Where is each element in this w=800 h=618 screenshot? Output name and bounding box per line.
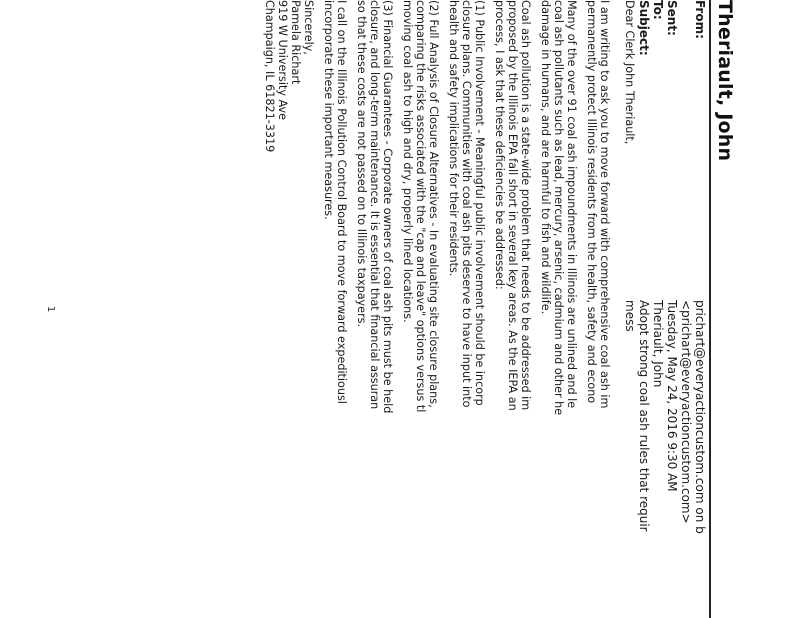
- sent-row: [665, 0, 679, 618]
- paragraph-line: so that these costs are not passed on to Illinois taxpayers.: [355, 0, 368, 328]
- page-number: 1: [45, 305, 56, 313]
- paragraph-intro: [585, 0, 611, 618]
- paragraph-line: (3) Financial Guarantees - Corporate owners of coal ash pits must be held: [381, 0, 394, 414]
- paragraph-line: closure plans. Communities with coal ash pits deserve to have input into: [460, 0, 473, 408]
- from-row: [693, 0, 707, 618]
- from-label: From:: [693, 0, 707, 39]
- from-value-continued: <prichart@everyactioncustom.com>: [679, 300, 693, 524]
- subject-value: Adopt strong coal ash rules that requir: [637, 300, 651, 532]
- paragraph-line: proposed by the Illinois EPA fall short in several key areas. As the IEPA an: [506, 0, 519, 411]
- paragraph-line: I call on the Illinois Pollution Control Board to move forward expeditiousl: [335, 0, 348, 404]
- to-row: [651, 0, 665, 618]
- paragraph-line: (1) Public Involvement - Meaningful public involvement should be incorp: [473, 0, 486, 406]
- paragraph-line: comparing the risks associated with the "cap and leave" options versus tl: [414, 0, 427, 413]
- heading-rule: [709, 0, 711, 618]
- sent-value: Tuesday, May 24, 2016 9:30 AM: [665, 300, 679, 492]
- recipient-name-heading: Theriault, John: [714, 0, 736, 162]
- paragraph-line: Coal ash pollution is a state-wide problem that needs to be addressed im: [519, 0, 532, 411]
- paragraph-public-involvement: [447, 0, 486, 618]
- signature-street: 919 W University Ave: [276, 0, 289, 121]
- signature-closing: Sincerely,: [302, 0, 315, 55]
- paragraph-line: incorporate these important measures.: [322, 0, 335, 220]
- to-value: Theriault, John: [651, 300, 665, 388]
- signature-name: Pamela Richart: [289, 0, 302, 85]
- to-label: To:: [651, 0, 665, 20]
- paragraph-closure-alternatives: [401, 0, 440, 618]
- email-body: [263, 0, 636, 618]
- subject-label: Subject:: [637, 0, 651, 56]
- paragraph-line: process, I ask that these deficiencies be addressed:: [493, 0, 506, 290]
- paragraph-line: damage in humans, and are harmful to fish and wildlife.: [539, 0, 552, 315]
- paragraph-statewide: [493, 0, 532, 618]
- paragraph-line: closure, and long-term maintenance. It is essential that financial assuran: [368, 0, 381, 410]
- paragraph-line: (2) Full Analysis of Closure Alternatives - In evaluating site closure plans,: [427, 0, 440, 408]
- subject-value-continued: mess: [623, 300, 637, 332]
- paragraph-line: moving coal ash to high and dry, properly lined locations.: [401, 0, 414, 323]
- paragraph-line: health and safety implications for their residents.: [447, 0, 460, 277]
- paragraph-line: Many of the over 91 coal ash impoundments in Illinois are unlined and le: [565, 0, 578, 409]
- paragraph-line: coal ash pollutants such as lead, mercury, arsenic, cadmium and other he: [552, 0, 565, 416]
- paragraph-financial-guarantees: [355, 0, 394, 618]
- subject-row: [637, 0, 651, 618]
- from-value: prichart@everyactioncustom.com on b: [693, 300, 707, 534]
- signature-city: Champaign, IL 61821-3319: [263, 0, 276, 153]
- paragraph-impoundments: [539, 0, 578, 618]
- signature-block: [263, 0, 315, 618]
- paragraph-line: permanently protect Illinois residents from the health, safety and econo: [585, 0, 598, 404]
- sent-label: Sent:: [665, 0, 679, 36]
- paragraph-line: I am writing to ask you to move forward with comprehensive coal ash im: [598, 0, 611, 409]
- salutation: Dear Clerk John Theriault,: [623, 0, 636, 145]
- paragraph-call-to-action: [322, 0, 348, 618]
